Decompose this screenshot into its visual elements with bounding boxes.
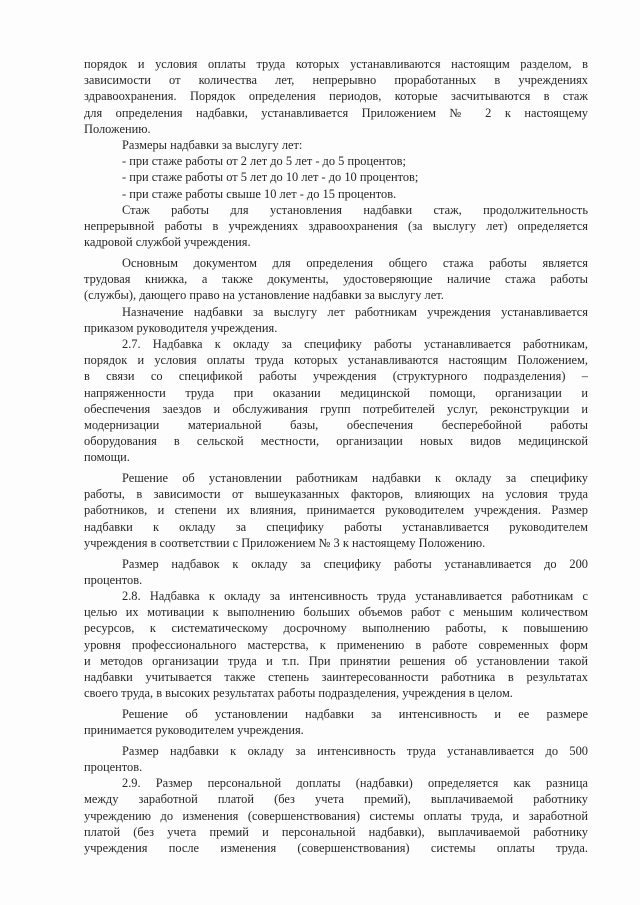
text-line: учреждения в соответствии с Приложением № 3 к настоящему Положению.: [84, 535, 486, 550]
text-line: Положению.: [84, 121, 151, 136]
text-line: между заработной платой (без учета премий), выплачиваемой работнику: [84, 792, 588, 807]
text-line: процентов.: [84, 572, 143, 587]
text-line: обеспечения заездов и обслуживания групп потребителей услуг, реконструкции и: [84, 401, 588, 416]
text-line: и методов организации труда и т.п. При принятии решения об установлении такой: [84, 653, 588, 668]
text-line: надбавки к окладу за специфику работы устанавливается руководителем: [84, 519, 588, 534]
text-line: своего труда, в высоких результатах работы подразделения, учреждения в целом.: [84, 686, 513, 701]
text-line: учреждения после изменения (совершенствования) системы оплаты труда.: [84, 841, 588, 856]
text-line: зависимости от количества лет, непрерывно проработанных в учреждениях: [84, 73, 588, 88]
text-line: Размер надбавок к окладу за специфику работы устанавливается до 200: [122, 556, 588, 571]
text-line: приказом руководителя учреждения.: [84, 320, 278, 335]
text-line: 2.9. Размер персональной доплаты (надбавки) определяется как разница: [122, 776, 588, 791]
text-line: 2.8. Надбавка к окладу за интенсивность труда устанавливается работникам с: [122, 589, 588, 603]
text-line: модернизации материальной базы, обеспечения бесперебойной работы: [84, 417, 588, 432]
text-line: порядок и условия оплаты труда которых устанавливаются настоящим разделом, в: [84, 57, 588, 71]
text-line: Назначение надбавки за выслугу лет работникам учреждения устанавливается: [122, 304, 588, 319]
text-line: напряженности труда при оказании медицинской помощи, организации и: [84, 385, 588, 400]
text-line: Размеры надбавки за выслугу лет:: [122, 138, 303, 153]
text-line: платой (без учета премий и персональной надбавки), выплачиваемой работнику: [84, 824, 588, 839]
text-line: принимается руководителем учреждения.: [84, 723, 304, 738]
text-line: непрерывной работы в учреждениях здравоохранения (за выслугу лет) определяется: [84, 219, 588, 234]
text-line: работы, в зависимости от вышеуказанных факторов, влияющих на условия труда: [84, 487, 588, 502]
text-line: оборудования в сельской местности, организации новых видов медицинской: [84, 434, 588, 449]
text-line: уровня профессионального мастерства, к применению в работе современных форм: [84, 637, 588, 652]
text-line: 2.7. Надбавка к окладу за специфику работы устанавливается работникам,: [122, 336, 588, 351]
text-line: Стаж работы для установления надбавки стаж, продолжительность: [122, 202, 588, 217]
text-line: (службы), дающего право на установление надбавки за выслугу лет.: [84, 288, 444, 303]
text-line: здравоохранения. Порядок определения периодов, которые засчитываются в стаж: [84, 89, 588, 104]
text-line: целью их мотивации к выполнению больших объемов работ с меньшим количеством: [84, 605, 588, 620]
text-line: надбавки учитывается также степень заинтересованности работника в результатах: [84, 670, 588, 685]
text-line: Основным документом для определения общего стажа работы является: [122, 255, 588, 270]
text-line: учреждению до изменения (совершенствования) системы оплаты труда, и заработной: [84, 808, 588, 823]
list-item: - при стаже работы свыше 10 лет - до 15 процентов.: [122, 186, 397, 201]
text-line: для определения надбавки, устанавливается Приложением № 2 к настоящему: [84, 105, 588, 120]
text-line: Размер надбавки к окладу за интенсивность труда устанавливается до 500: [122, 743, 588, 758]
text-line: в связи со спецификой работы учреждения (структурного подразделения) –: [84, 369, 588, 384]
text-line: процентов.: [84, 760, 143, 775]
list-item: - при стаже работы от 5 лет до 10 лет - до 10 процентов;: [122, 170, 419, 185]
list-item: - при стаже работы от 2 лет до 5 лет - до 5 процентов;: [122, 154, 406, 169]
text-line: порядок и условия оплаты труда которых устанавливаются настоящим Положением,: [84, 353, 588, 368]
text-line: трудовая книжка, а также документы, удостоверяющие наличие стажа работы: [84, 272, 588, 287]
text-line: помощи.: [84, 450, 130, 465]
text-line: ресурсов, к систематическому досрочному выполнению работы, к повышению: [84, 621, 588, 636]
text-line: Решение об установлении надбавки за интенсивность и ее размере: [122, 706, 588, 721]
text-line: Решение об установлении работникам надбавки к окладу за специфику: [122, 471, 588, 486]
document-body: [84, 56, 588, 856]
text-line: кадровой службой учреждения.: [84, 235, 251, 250]
text-line: работников, и степени их влияния, принимается руководителем учреждения. Размер: [84, 503, 588, 518]
